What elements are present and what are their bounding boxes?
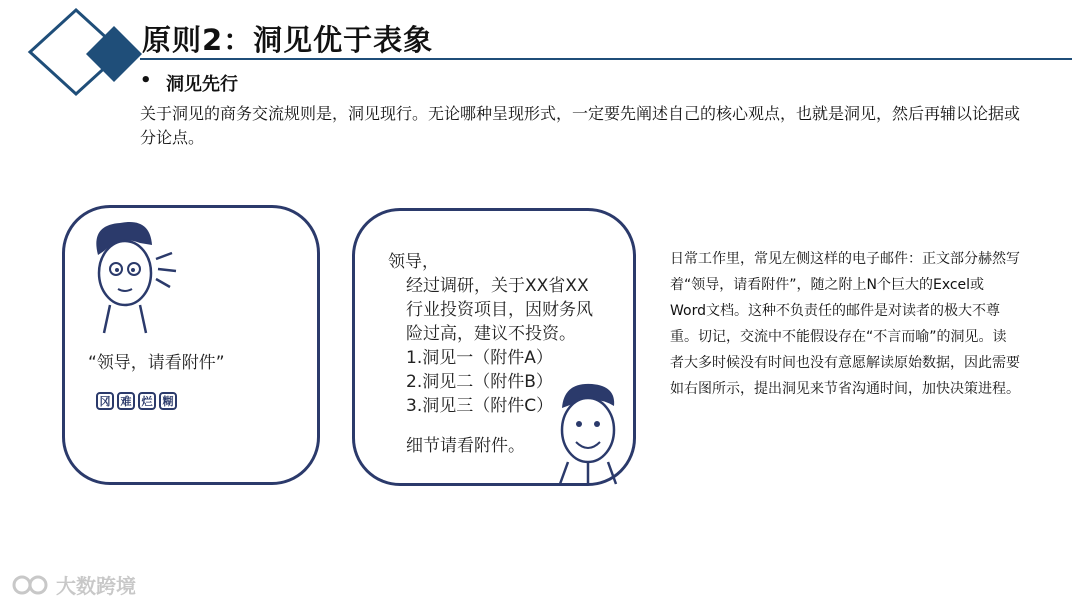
- intro-paragraph: 关于洞见的商务交流规则是，洞见现行。无论哪种呈现形式，一定要先阐述自己的核心观点，也就是洞见，然后再辅以论据或分论点。: [140, 104, 1021, 147]
- stamp-4: 糊: [159, 392, 177, 410]
- stamp-1: 冈: [96, 392, 114, 410]
- side-explanation: 日常工作里，常见左侧这样的电子邮件：正文部分赫然写着“领导，请看附件”，随之附上N个巨大的Excel或Word文档。这种不负责任的邮件是对读者的极大不尊重。切记，交流中不能假设存在“不言而喻”的洞见。读者大多时候没有时间也没有意愿解读原始数据，因此需要如右图所示，提出洞见来节省沟通时间，加快决策进程。: [670, 251, 1020, 397]
- insight-2: 2.洞见二（附件B）: [406, 372, 553, 392]
- brand-logo-icon: [10, 573, 50, 597]
- brand-name: 大数跨境: [56, 574, 136, 598]
- stamp-row: [96, 392, 177, 410]
- slide-title: 原则2：洞见优于表象: [142, 23, 434, 57]
- stamp-3: 烂: [138, 392, 156, 410]
- email-line-2: 行业投资项目，因财务风: [406, 300, 593, 320]
- email-greeting: 领导，: [388, 252, 439, 272]
- logo-diamonds: [14, 6, 144, 98]
- left-quote: “领导，请看附件”: [88, 353, 225, 373]
- insight-3: 3.洞见三（附件C）: [406, 396, 554, 416]
- email-line-3: 险过高，建议不投资。: [406, 324, 576, 344]
- bullet-heading: 洞见先行: [166, 74, 238, 95]
- email-line-1: 经过调研，关于XX省XX: [406, 276, 589, 296]
- smiling-man-illustration: [548, 380, 628, 486]
- brand-watermark: [10, 570, 136, 599]
- insight-1: 1.洞见一（附件A）: [406, 348, 553, 368]
- title-divider: [140, 58, 1072, 60]
- email-closing: 细节请看附件。: [406, 436, 525, 456]
- stamp-2: 难: [117, 392, 135, 410]
- confused-man-illustration: [80, 215, 180, 335]
- bullet-marker: •: [140, 70, 152, 91]
